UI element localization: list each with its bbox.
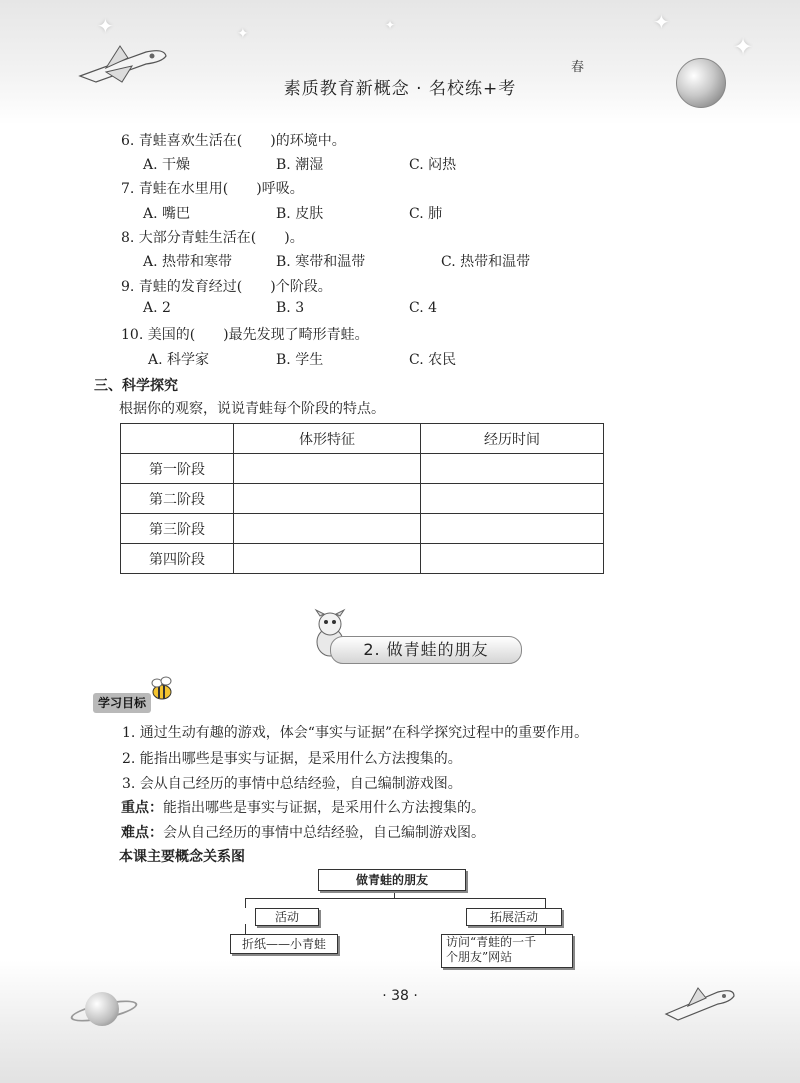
section-intro: 根据你的观察，说说青蛙每个阶段的特点。 <box>119 401 385 417</box>
difficulty-label: 难点： <box>121 825 163 841</box>
answer-cell[interactable] <box>421 514 604 544</box>
section-heading: 三、科学探究 <box>94 378 178 394</box>
sparkle-icon: ✦ <box>733 33 754 61</box>
difficulty-text: 会从自己经历的事情中总结经验，自己编制游戏图。 <box>163 825 485 841</box>
key-point-text: 能指出哪些是事实与证据，是采用什么方法搜集的。 <box>163 800 485 816</box>
option-b: B. 3 <box>276 300 305 316</box>
concept-activity: 活动 <box>255 908 319 926</box>
question-stem: 10. 美国的( )最先发现了畸形青蛙。 <box>121 327 369 343</box>
option-a: A. 2 <box>143 300 171 316</box>
option-c: C. 农民 <box>409 352 457 368</box>
sparkle-icon: ✦ <box>237 26 249 42</box>
option-a: A. 热带和寒带 <box>143 254 233 270</box>
concept-website-line: 个朋友”网站 <box>446 950 513 964</box>
observation-table <box>120 423 604 574</box>
season-label: 春 <box>571 60 585 75</box>
question-stem: 9. 青蛙的发育经过( )个阶段。 <box>121 279 332 295</box>
page-number: · 38 · <box>382 988 418 1004</box>
table-header-row <box>121 424 604 454</box>
connector-line <box>245 898 246 908</box>
goal-item: 1. 通过生动有趣的游戏，体会“事实与证据”在科学探究过程中的重要作用。 <box>122 725 589 741</box>
learning-goals-badge: 学习目标 <box>93 693 151 713</box>
stage-label: 第三阶段 <box>121 514 234 544</box>
question-stem: 8. 大部分青蛙生活在( )。 <box>121 230 304 246</box>
option-b: B. 潮湿 <box>276 157 324 173</box>
concept-origami: 折纸——小青蛙 <box>230 934 338 954</box>
option-c: C. 热带和温带 <box>441 254 531 270</box>
table-header-cell: 经历时间 <box>421 424 604 454</box>
connector-line <box>245 924 246 934</box>
question-stem: 7. 青蛙在水里用( )呼吸。 <box>121 181 304 197</box>
concept-extended-activity: 拓展活动 <box>466 908 562 926</box>
option-a: A. 科学家 <box>148 352 210 368</box>
table-row <box>121 544 604 574</box>
lesson-title-banner: 2. 做青蛙的朋友 <box>330 636 522 664</box>
concept-map-title: 本课主要概念关系图 <box>119 849 245 865</box>
concept-root: 做青蛙的朋友 <box>318 869 466 891</box>
sparkle-icon: ✦ <box>97 14 114 38</box>
option-c: C. 4 <box>409 300 438 316</box>
table-row <box>121 484 604 514</box>
question-stem: 6. 青蛙喜欢生活在( )的环境中。 <box>121 133 346 149</box>
page-title: 素质教育新概念 · 名校练+考 <box>283 79 517 99</box>
answer-cell[interactable] <box>421 454 604 484</box>
answer-cell[interactable] <box>421 544 604 574</box>
option-b: B. 寒带和温带 <box>276 254 366 270</box>
answer-cell[interactable] <box>421 484 604 514</box>
option-b: B. 学生 <box>276 352 324 368</box>
key-point-label: 重点： <box>121 800 163 816</box>
answer-cell[interactable] <box>234 514 421 544</box>
answer-cell[interactable] <box>234 484 421 514</box>
sparkle-icon: ✦ <box>653 10 670 34</box>
table-row <box>121 514 604 544</box>
connector-line <box>245 898 545 899</box>
option-c: C. 闷热 <box>409 157 457 173</box>
concept-website-line: 访问“青蛙的一千 <box>446 935 537 949</box>
goal-item: 2. 能指出哪些是事实与证据，是采用什么方法搜集的。 <box>122 751 462 767</box>
sparkle-icon: ✦ <box>385 18 396 32</box>
table-header-cell: 体形特征 <box>234 424 421 454</box>
difficulty-point <box>121 822 485 842</box>
concept-website-visit <box>441 934 573 968</box>
option-c: C. 肺 <box>409 206 443 222</box>
key-point <box>121 797 485 817</box>
option-a: A. 嘴巴 <box>143 206 191 222</box>
stage-label: 第四阶段 <box>121 544 234 574</box>
option-b: B. 皮肤 <box>276 206 324 222</box>
stage-label: 第二阶段 <box>121 484 234 514</box>
table-row <box>121 454 604 484</box>
answer-cell[interactable] <box>234 454 421 484</box>
answer-cell[interactable] <box>234 544 421 574</box>
option-a: A. 干燥 <box>143 157 191 173</box>
stage-label: 第一阶段 <box>121 454 234 484</box>
connector-line <box>545 898 546 908</box>
goal-item: 3. 会从自己经历的事情中总结经验，自己编制游戏图。 <box>122 776 462 792</box>
table-header-cell <box>121 424 234 454</box>
